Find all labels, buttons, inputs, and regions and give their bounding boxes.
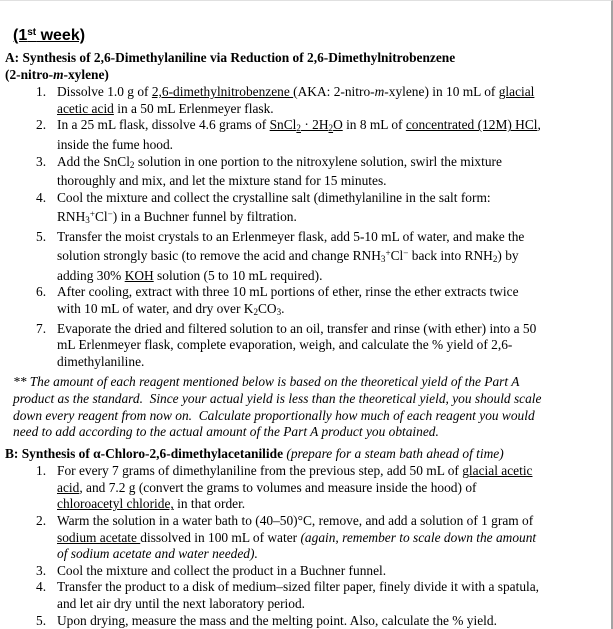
text-segment: Add the SnCl xyxy=(57,153,130,169)
week-title-open: (1 xyxy=(13,27,28,44)
text-segment: CO xyxy=(258,300,277,316)
text-segment: KOH xyxy=(124,267,154,283)
text-segment: back into RNH xyxy=(408,248,493,264)
week-title-rest: week) xyxy=(36,27,86,44)
text-segment: , inside the fume hood. xyxy=(57,117,541,152)
text-segment: For every 7 grams of dimethylaniline from the previous step, add 50 mL of xyxy=(57,463,463,479)
step-b2 xyxy=(57,513,545,563)
text-segment: In a 25 mL flask, dissolve 4.6 grams of xyxy=(57,117,270,133)
step-b1 xyxy=(57,463,545,513)
section-b-heading-italic: (prepare for a steam bath ahead of time) xyxy=(286,445,504,461)
section-a-heading-line1: A: Synthesis of 2,6-Dimethylaniline via Reduction of 2,6-Dimethylnitrobenzene xyxy=(5,50,456,65)
text-segment: 3 xyxy=(85,215,90,226)
text-segment: (AKA: 2-nitro- xyxy=(293,84,375,100)
text-segment: glacial acetic acid xyxy=(57,84,535,116)
text-segment: 2 xyxy=(492,254,498,265)
text-segment: Cl xyxy=(390,248,404,264)
text-segment: Transfer the moist crystals to an Erlenmeyer flask, add 5-10 mL of water, and make the solution strongly basic (to remove the acid and change RNH xyxy=(57,228,525,264)
text-segment: in that order. xyxy=(173,496,246,512)
section-a-steps xyxy=(5,84,545,370)
reagent-scaling-note: ** The amount of each reagent mentioned below is based on the theoretical yield of the Part A product as the standard. Since your actual yield is less than the theoretical yield, you should scale down every reagent from now on. Calculate proportionally how much of each reagent you would need to add according to the actual amount of the Part A product you obtained. xyxy=(13,374,545,440)
text-segment: sodium acetate xyxy=(57,529,141,545)
step-a2 xyxy=(57,117,545,153)
text-segment: solution (5 to 10 mL required). xyxy=(153,267,323,283)
text-segment: solution in one portion to the nitroxylene solution, swirl the mixture thoroughly and mix, and let the mixture stand for 15 minutes. xyxy=(57,153,502,189)
text-segment: glacial acetic acid xyxy=(57,463,533,495)
text-segment: Warm the solution in a water bath to (40–50)°C, remove, and add a solution of 1 gram of xyxy=(57,513,534,529)
text-segment: concentrated (12M) HCl xyxy=(405,117,538,133)
text-segment: After cooling, extract with three 10 mL portions of ether, rinse the ether extracts twice with 10 mL of water, and dry over K xyxy=(57,284,519,316)
text-segment: , and 7.2 g (convert the grams to volumes and measure inside the hood) of xyxy=(79,479,477,495)
text-segment: ) by adding 30% xyxy=(57,248,519,283)
text-segment: chloroacetyl chloride, xyxy=(57,496,174,512)
text-segment: 2 xyxy=(253,306,258,317)
text-segment: 3 xyxy=(380,254,386,265)
section-a-heading xyxy=(5,50,545,83)
text-segment: 2 xyxy=(129,159,135,170)
text-segment: Cool the mixture and collect the product in a Buchner funnel. xyxy=(57,562,387,578)
step-a5 xyxy=(57,229,545,285)
text-segment: . xyxy=(281,300,285,316)
step-a1 xyxy=(57,84,545,117)
text-segment: Evaporate the dried and filtered solution to an oil, transfer and rinse (with ether) into a 50 mL Erlenmeyer flask, complete evaporation, weigh, and calculate the % yield of 2,6-dimethylaniline. xyxy=(57,320,537,369)
week-title xyxy=(13,23,545,45)
text-segment: − xyxy=(107,209,113,220)
text-segment: ) in a Buchner funnel by filtration. xyxy=(112,209,297,225)
step-a3 xyxy=(57,154,545,190)
text-segment: 2,6-dimethylnitrobenzene xyxy=(151,84,294,100)
text-segment: · 2H xyxy=(300,117,329,133)
section-b-heading-bold: B: Synthesis of α-Chloro-2,6-dimethylacetanilide xyxy=(5,445,287,461)
text-segment: Dissolve 1.0 g of xyxy=(57,84,152,100)
text-segment: m xyxy=(53,66,64,82)
step-a6 xyxy=(57,284,545,320)
text-segment: O xyxy=(333,117,343,133)
section-b-heading xyxy=(5,446,545,463)
step-b4 xyxy=(57,579,545,612)
text-segment: 3 xyxy=(276,306,282,317)
text-segment: 2 xyxy=(328,123,334,134)
text-segment: Upon drying, measure the mass and the melting point. Also, calculate the % yield. xyxy=(57,612,497,628)
text-segment: SnCl xyxy=(269,117,297,133)
step-a7 xyxy=(57,321,545,371)
text-segment: in a 50 mL Erlenmeyer flask. xyxy=(113,100,274,116)
step-b3 xyxy=(57,563,545,580)
text-segment: (again, remember to scale down the amount of sodium acetate and water needed). xyxy=(57,529,537,562)
section-b-steps xyxy=(5,463,545,629)
step-a4 xyxy=(57,190,545,229)
text-segment: + xyxy=(89,209,95,220)
text-segment: (2-nitro- xyxy=(5,66,54,82)
text-segment: -xylene) xyxy=(63,66,109,82)
text-segment: -xylene) in 10 mL of xyxy=(384,84,499,100)
text-segment: Cl xyxy=(94,209,108,225)
text-segment: in 8 mL of xyxy=(342,117,406,133)
text-segment: − xyxy=(403,248,409,259)
text-segment: m xyxy=(374,84,385,100)
text-segment: Cool the mixture and collect the crystalline salt (dimethylaniline in the salt form: RNH xyxy=(57,189,491,225)
text-segment: Transfer the product to a disk of medium–sized filter paper, finely divide it with a spatula, and let air dry until the next laboratory period. xyxy=(57,579,540,612)
step-b5 xyxy=(57,613,545,629)
week-title-ordinal: st xyxy=(27,27,37,38)
text-segment: dissolved in 100 mL of water xyxy=(140,529,301,545)
text-segment: 2 xyxy=(296,123,301,134)
text-segment: + xyxy=(385,248,391,259)
section-a-heading-line2 xyxy=(5,67,545,84)
